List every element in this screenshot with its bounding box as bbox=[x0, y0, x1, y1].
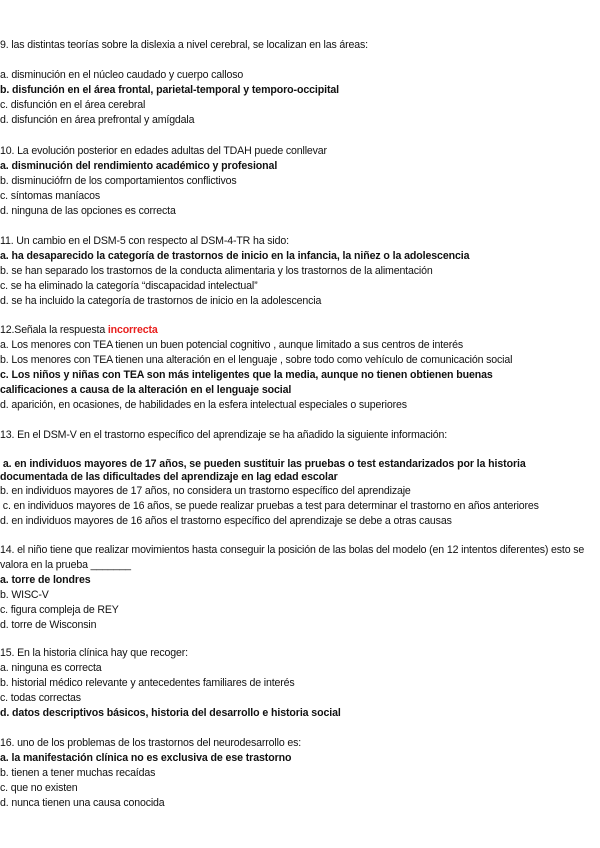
question-9 bbox=[0, 38, 598, 128]
option-c: c. disfunción en el área cerebral bbox=[0, 99, 146, 111]
question-text: 14. el niño tiene que realizar movimientos hasta conseguir la posición de las bolas del modelo (en 12 intentos diferentes) esto se valora en la prueba _______ bbox=[0, 544, 585, 571]
option-b: b. tienen a tener muchas recaídas bbox=[0, 767, 156, 779]
option-b: b. WISC-V bbox=[0, 589, 49, 601]
question-text: 9. las distintas teorías sobre la dislexia a nivel cerebral, se localizan en las áreas: bbox=[0, 39, 368, 51]
option-a-correct: a. la manifestación clínica no es exclusiva de ese trastorno bbox=[0, 752, 292, 764]
question-16 bbox=[0, 736, 598, 811]
question-13 bbox=[0, 428, 598, 529]
question-text: 15. En la historia clínica hay que recoger: bbox=[0, 647, 188, 659]
question-text: 10. La evolución posterior en edades adultas del TDAH puede conllevar bbox=[0, 145, 327, 157]
question-14 bbox=[0, 543, 598, 633]
option-c: c. en individuos mayores de 16 años, se puede realizar pruebas a test para determinar el trastorno en años anteriores bbox=[0, 500, 539, 512]
option-d: d. disfunción en área prefrontal y amígdala bbox=[0, 114, 195, 126]
option-d: d. aparición, en ocasiones, de habilidades en la esfera intelectual especiales o superiores bbox=[0, 399, 407, 411]
question-12 bbox=[0, 323, 598, 413]
option-b-correct: b. disfunción en el área frontal, parietal-temporal y temporo-occipital bbox=[0, 84, 340, 96]
option-a: a. Los menores con TEA tienen un buen potencial cognitivo , aunque limitado a sus centros de interés bbox=[0, 339, 464, 351]
option-b: b. disminuciófrn de los comportamientos conflictivos bbox=[0, 175, 237, 187]
question-text: 13. En el DSM-V en el trastorno específico del aprendizaje se ha añadido la siguiente información: bbox=[0, 429, 447, 441]
option-d: d. nunca tienen una causa conocida bbox=[0, 797, 165, 809]
option-d-correct: d. datos descriptivos básicos, historia del desarrollo e historia social bbox=[0, 707, 341, 719]
option-c: c. que no existen bbox=[0, 782, 78, 794]
option-b: b. en individuos mayores de 17 años, no considera un trastorno específico del aprendizaje bbox=[0, 485, 411, 497]
option-b: b. se han separado los trastornos de la conducta alimentaria y los trastornos de la alimentación bbox=[0, 265, 433, 277]
option-d: d. ninguna de las opciones es correcta bbox=[0, 205, 176, 217]
option-c: c. se ha eliminado la categoría “discapacidad intelectual” bbox=[0, 280, 258, 292]
option-b: b. Los menores con TEA tienen una alteración en el lenguaje , sobre todo como vehículo de comunicación social bbox=[0, 354, 513, 366]
question-10 bbox=[0, 144, 598, 219]
option-b: b. historial médico relevante y antecedentes familiares de interés bbox=[0, 677, 295, 689]
question-text: 11. Un cambio en el DSM-5 con respecto al DSM-4-TR ha sido: bbox=[0, 235, 289, 247]
option-c: c. figura compleja de REY bbox=[0, 604, 119, 616]
option-c: c. todas correctas bbox=[0, 692, 81, 704]
highlight-incorrecta: incorrecta bbox=[107, 324, 158, 336]
option-a: a. ninguna es correcta bbox=[0, 662, 102, 674]
option-d: d. en individuos mayores de 16 años el trastorno específico del aprendizaje se debe a otras causas bbox=[0, 515, 452, 527]
option-c-correct: c. Los niños y niñas con TEA son más inteligentes que la media, aunque no tienen obtienen buenas calificaciones a causa de la alteración en el lenguaje social bbox=[0, 369, 493, 396]
question-prefix: 12.Señala la respuesta bbox=[0, 324, 108, 336]
option-a-correct: a. ha desaparecido la categoría de trastornos de inicio en la infancia, la niñez o la adolescencia bbox=[0, 250, 470, 262]
question-15 bbox=[0, 646, 598, 721]
question-11 bbox=[0, 234, 598, 309]
option-a-correct: a. disminución del rendimiento académico y profesional bbox=[0, 160, 278, 172]
option-c: c. síntomas maníacos bbox=[0, 190, 101, 202]
option-d: d. se ha incluido la categoría de trastornos de inicio en la adolescencia bbox=[0, 295, 322, 307]
option-a-correct: a. torre de londres bbox=[0, 574, 91, 586]
option-a-correct: a. en individuos mayores de 17 años, se pueden sustituir las pruebas o test estandarizados por la historia documentada de las dificultades del aprendizaje en lag edad escolar bbox=[0, 458, 529, 483]
question-text: 16. uno de los problemas de los trastornos del neurodesarrollo es: bbox=[0, 737, 302, 749]
option-a: a. disminución en el núcleo caudado y cuerpo calloso bbox=[0, 69, 244, 81]
question-text bbox=[0, 323, 598, 338]
option-d: d. torre de Wisconsin bbox=[0, 619, 97, 631]
